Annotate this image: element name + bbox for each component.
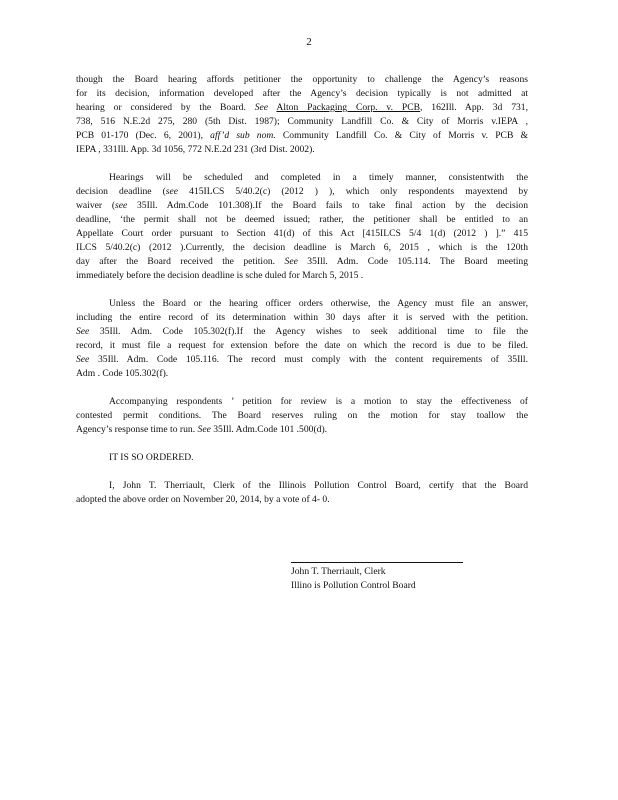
text-line: I, John T. Therriault, Clerk of the Illinois Pollution Control Board, certify that the Board: [109, 480, 528, 491]
text-line: though the Board hearing affords petitioner the opportunity to challenge the Agency’s reasons: [76, 74, 528, 85]
text-line: [76, 130, 528, 141]
text-line: for its decision, information developed after the Agency’s decision typically is not admitted at: [76, 88, 528, 99]
text-line: Hearings will be scheduled and completed in a timely manner, consistentwith the: [109, 172, 528, 183]
text-line: ILCS 5/40.2(c) (2012 ).Currently, the decision deadline is March 6, 2015 , which is the 120th: [76, 242, 528, 253]
text-line: Adm . Code 105.302(f).: [76, 368, 169, 379]
text-line: [76, 200, 528, 211]
text-line: including the entire record of its determination within 30 days after it is served with the petition.: [76, 312, 528, 323]
see-signal: See: [254, 102, 269, 113]
case-name: Alton Packaging Corp. v. PCB: [276, 102, 420, 113]
text-segment: Agency’s response time to run.: [76, 424, 196, 435]
text-line: 738, 516 N.E.2d 275, 280 (5th Dist. 1987); Community Landfill Co. & City of Morris v.IEPA ,: [76, 116, 528, 127]
text-line: IEPA , 331Ill. App. 3d 1056, 772 N.E.2d 231 (3rd Dist. 2002).: [76, 144, 315, 155]
page-number: 2: [306, 36, 312, 48]
text-line: [76, 256, 528, 267]
text-segment: 415ILCS 5/40.2(c) (2012 ) ), which only respondents mayextend by: [189, 186, 528, 197]
text-segment: Community Landfill Co. & City of Morris v. PCB &: [282, 130, 528, 141]
signatory-organization: Illino is Pollution Control Board: [291, 580, 416, 591]
text-line: contested permit conditions. The Board reserves ruling on the motion for stay toallow the: [76, 410, 528, 421]
text-segment: 35Ill. Adm. Code 105.302(f).If the Agency wishes to seek additional time to file the: [99, 326, 528, 337]
text-segment: 35Ill. Adm.Code 101.308).If the Board fails to take final action by the decision: [136, 200, 528, 211]
text-line: [76, 326, 528, 337]
text-line: Unless the Board or the hearing officer orders otherwise, the Agency must file an answer,: [109, 298, 528, 309]
text-line: [76, 186, 528, 197]
text-segment: decision deadline (: [76, 186, 166, 197]
see-signal: see: [115, 200, 128, 211]
text-line: [76, 424, 528, 435]
see-signal: See: [76, 326, 90, 337]
affd-signal: aff’d sub nom.: [210, 130, 276, 141]
text-segment: PCB 01-170 (Dec. 6, 2001),: [76, 130, 203, 141]
text-line: Appellate Court order pursuant to Section 41(d) of this Act [415ILCS 5/4 1(d) (2012 ) ].” 415: [76, 228, 528, 239]
see-signal: see: [165, 186, 179, 197]
text-line: adopted the above order on November 20, 2014, by a vote of 4- 0.: [76, 494, 330, 505]
text-segment: waiver (: [76, 200, 116, 211]
see-signal: See: [284, 256, 298, 267]
text-line: record, it must file a request for extension before the date on which the record is due to be filed.: [76, 340, 528, 351]
text-segment: , 162Ill. App. 3d 731,: [420, 102, 528, 113]
text-segment: hearing or considered by the Board.: [76, 102, 246, 113]
text-line: [76, 354, 528, 365]
see-signal: See: [197, 424, 211, 435]
so-ordered-statement: IT IS SO ORDERED.: [109, 452, 194, 463]
text-segment: 35Ill. Adm. Code 105.116. The record must comply with the content requirements of 35Ill.: [98, 354, 528, 365]
text-line: deadline, ‘the permit shall not be deemed issued; rather, the petitioner shall be entitled to an: [76, 214, 528, 225]
signatory-name: John T. Therriault, Clerk: [291, 566, 386, 577]
text-line: [76, 102, 528, 113]
text-segment: 35Ill. Adm.Code 101 .500(d).: [213, 424, 328, 435]
text-line: Accompanying respondents ’ petition for review is a motion to stay the effectiveness of: [109, 396, 528, 407]
see-signal: See: [76, 354, 90, 365]
text-line: immediately before the decision deadline is sche duled for March 5, 2015 .: [76, 270, 364, 281]
signature-line: [291, 562, 463, 563]
text-segment: 35Ill. Adm. Code 105.114. The Board meeting: [307, 256, 528, 267]
text-segment: day after the Board received the petition.: [76, 256, 276, 267]
